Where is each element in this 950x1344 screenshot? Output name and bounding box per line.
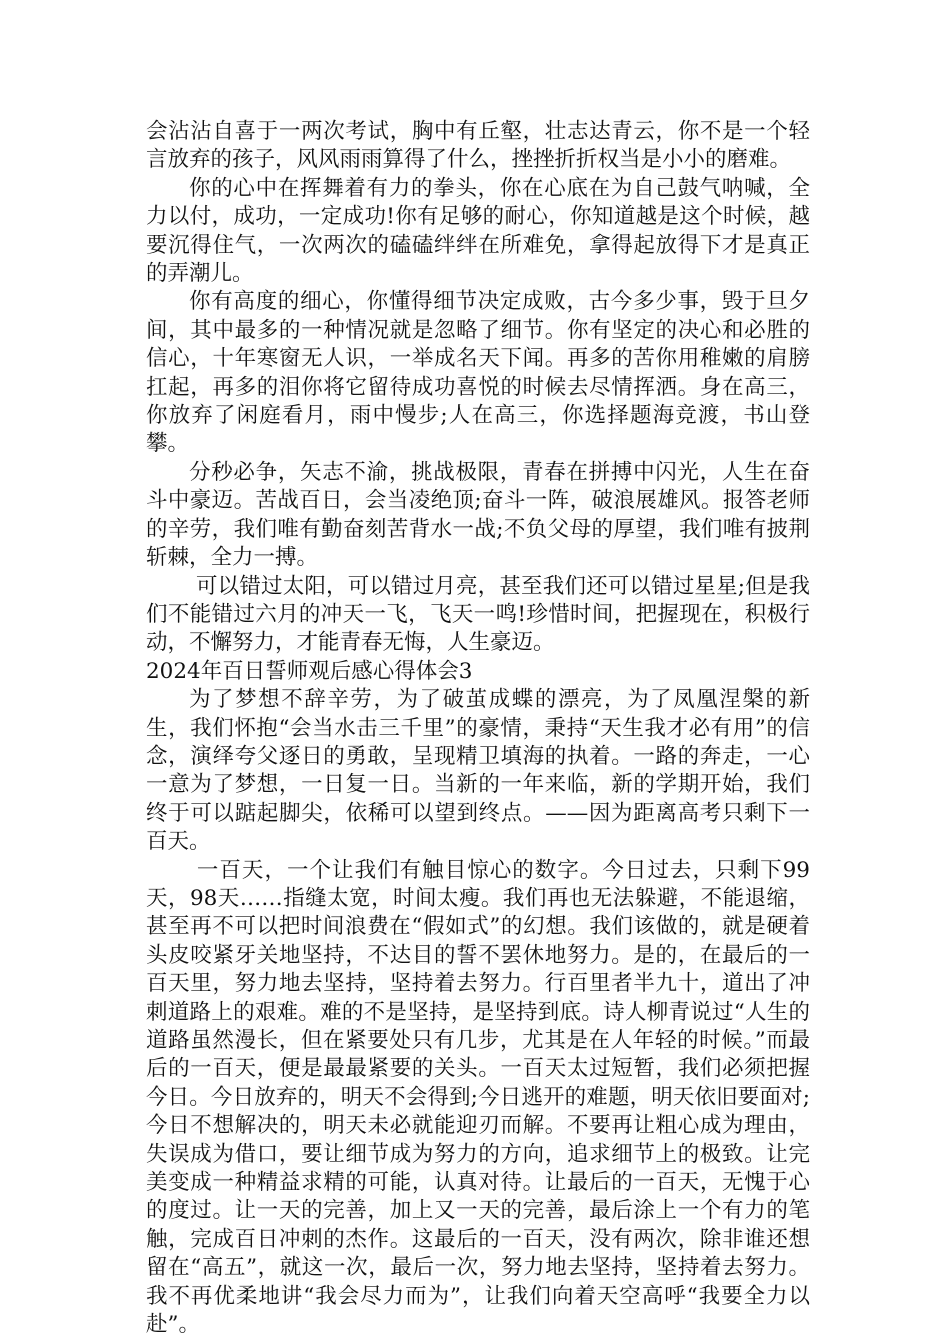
section-heading: 2024年百日誓师观后感心得体会3: [146, 658, 473, 684]
paragraph: 一百天，一个让我们有触目惊心的数字。今日过去，只剩下99天，98天……指缝太宽，时间太瘦。我们再也无法躲避，不能退缩，甚至再不可以把时间浪费在“假如式”的幻想。我们该做的，就是硬着头皮咬紧牙关地坚持，不达目的誓不罢休地努力。是的，在最后的一百天里，努力地去坚持，坚持着去努力。行百里者半九十，道出了冲刺道路上的艰难。难的不是坚持，是坚持到底。诗人柳青说过“人生的道路虽然漫长，但在紧要处只有几步，尤其是在人年轻的时候。”而最后的一百天，便是最最紧要的关头。一百天太过短暂，我们必须把握今日。今日放弃的，明天不会得到;今日逃开的难题，明天依旧要面对;今日不想解决的，明天未必就能迎刃而解。不要再让粗心成为理由，失误成为借口，要让细节成为努力的方向，追求细节上的极致。让完美变成一种精益求精的可能，认真对待。让最后的一百天，无愧于心的度过。让一天的完善，加上又一天的完善，最后涂上一个有力的笔触，完成百日冲刺的杰作。这最后的一百天，没有两次，除非谁还想留在“高五”，就这一次，最后一次，努力地去坚持，坚持着去努力。我不再优柔地讲“我会尽力而为”，让我们向着天空高呼“我要全力以赴”。: [146, 857, 810, 1338]
paragraph: 可以错过太阳，可以错过月亮，甚至我们还可以错过星星;但是我们不能错过六月的冲天一飞，飞天一鸣!珍惜时间，把握现在，积极行动，不懈努力，才能青春无悔，人生豪迈。: [146, 573, 810, 656]
paragraph: 分秒必争，矢志不渝，挑战极限，青春在拼搏中闪光，人生在奋斗中豪迈。苦战百日，会当凌绝顶;奋斗一阵，破浪展雄风。报答老师的辛劳，我们唯有勤奋刻苦背水一战;不负父母的厚望，我们唯有披荆斩棘，全力一搏。: [146, 459, 810, 571]
paragraph: 你有高度的细心，你懂得细节决定成败，古今多少事，毁于旦夕间，其中最多的一种情况就是忽略了细节。你有坚定的决心和必胜的信心，十年寒窗无人识，一举成名天下闻。再多的苦你用稚嫩的肩膀扛起，再多的泪你将它留待成功喜悦的时候去尽情挥洒。身在高三，你放弃了闲庭看月，雨中慢步;人在高三，你选择题海竞渡，书山登攀。: [146, 289, 810, 457]
paragraph: 你的心中在挥舞着有力的拳头，你在心底在为自己鼓气呐喊，全力以付，成功，一定成功!你有足够的耐心，你知道越是这个时候，越要沉得住气，一次两次的磕磕绊绊在所难免，拿得起放得下才是真正的弄潮儿。: [146, 175, 810, 287]
paragraph: 为了梦想不辞辛劳，为了破茧成蝶的漂亮，为了凤凰涅槃的新生，我们怀抱“会当水击三千里”的豪情，秉持“天生我才必有用”的信念，演绎夸父逐日的勇敢，呈现精卫填海的执着。一路的奔走，一心一意为了梦想，一日复一日。当新的一年来临，新的学期开始，我们终于可以踮起脚尖，依稀可以望到终点。——因为距离高考只剩下一百天。: [146, 687, 810, 855]
paragraph-continuation: 会沾沾自喜于一两次考试，胸中有丘壑，壮志达青云，你不是一个轻言放弃的孩子，风风雨雨算得了什么，挫挫折折权当是小小的磨难。: [146, 119, 810, 173]
document-page: [146, 118, 810, 1339]
